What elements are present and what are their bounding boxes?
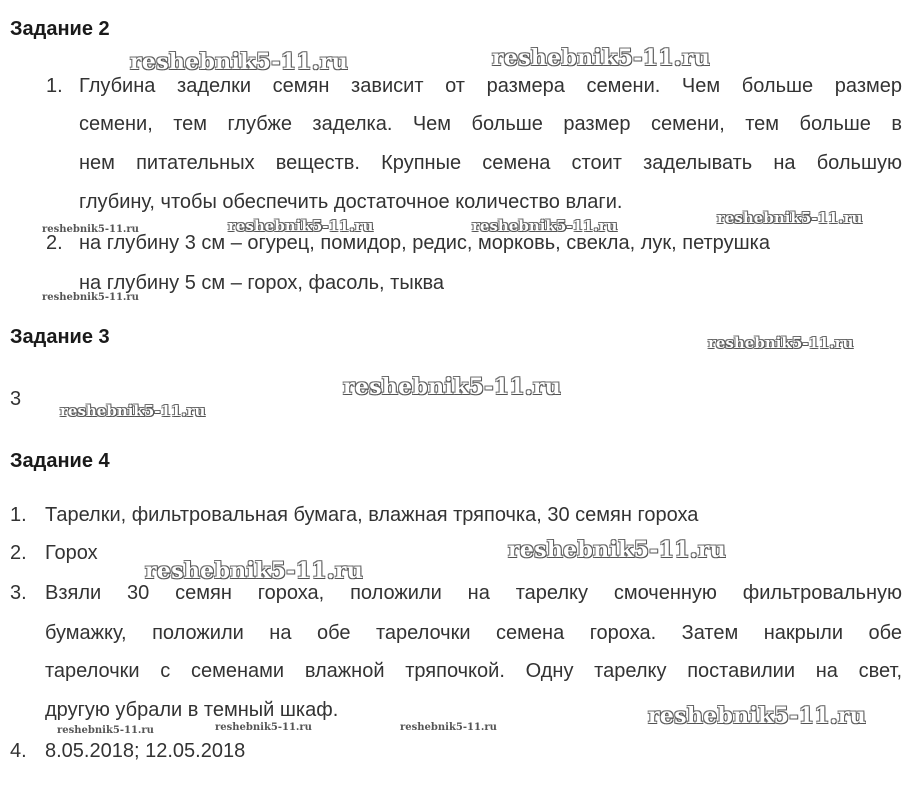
task2-item1-line4: глубину, чтобы обеспечить достаточное количество влаги. — [79, 191, 623, 213]
watermark: reshebnik5-11.ru — [717, 209, 863, 227]
task4-item2-number: 2. — [10, 542, 27, 564]
task3-answer: 3 — [10, 388, 22, 410]
task4-item1-number: 1. — [10, 504, 27, 526]
task2-item1-number: 1. — [46, 75, 63, 97]
watermark: reshebnik5-11.ru — [60, 402, 206, 420]
watermark: reshebnik5-11.ru — [708, 334, 854, 352]
watermark: reshebnik5-11.ru — [492, 45, 711, 71]
watermark: reshebnik5-11.ru — [343, 374, 562, 400]
task4-item1-text: Тарелки, фильтровальная бумага, влажная тряпочка, 30 семян гороха — [45, 504, 699, 526]
task4-item3-line2: бумажку, положили на обе тарелочки семена гороха. Затем накрыли обе — [45, 622, 902, 644]
watermark: reshebnik5-11.ru — [215, 722, 312, 733]
watermark: reshebnik5-11.ru — [57, 725, 154, 736]
watermark: reshebnik5-11.ru — [228, 217, 374, 235]
task4-item4-number: 4. — [10, 740, 27, 762]
task4-item4-text: 8.05.2018; 12.05.2018 — [45, 740, 246, 762]
task4-heading: Задание 4 — [10, 450, 110, 472]
watermark: reshebnik5-11.ru — [42, 292, 139, 303]
task3-heading: Задание 3 — [10, 326, 110, 348]
task2-item1-line1: Глубина заделки семян зависит от размера семени. Чем больше размер — [79, 75, 902, 97]
task2-item2-line1: на глубину 3 см – огурец, помидор, редис, морковь, свекла, лук, петрушка — [79, 232, 770, 254]
task2-item1-line2: семени, тем глубже заделка. Чем больше размер семени, тем больше в — [79, 113, 902, 135]
watermark: reshebnik5-11.ru — [145, 558, 364, 584]
task4-item3-line1: Взяли 30 семян гороха, положили на тарелку смоченную фильтровальную — [45, 582, 902, 604]
task4-item3-line4: другую убрали в темный шкаф. — [45, 699, 339, 721]
task4-item3-number: 3. — [10, 582, 27, 604]
watermark: reshebnik5-11.ru — [42, 224, 139, 235]
watermark: reshebnik5-11.ru — [400, 722, 497, 733]
task4-item3-line3: тарелочки с семенами влажной тряпочкой. Одну тарелку поставилии на свет, — [45, 660, 902, 682]
task2-heading: Задание 2 — [10, 18, 110, 40]
watermark: reshebnik5-11.ru — [508, 537, 727, 563]
watermark: reshebnik5-11.ru — [130, 49, 349, 75]
task2-item1-line3: нем питательных веществ. Крупные семена стоит заделывать на большую — [79, 152, 902, 174]
task2-item2-number: 2. — [46, 232, 63, 254]
task4-item2-text: Горох — [45, 542, 98, 564]
watermark: reshebnik5-11.ru — [648, 703, 867, 729]
task2-item2-line2: на глубину 5 см – горох, фасоль, тыква — [79, 272, 444, 294]
watermark: reshebnik5-11.ru — [472, 217, 618, 235]
